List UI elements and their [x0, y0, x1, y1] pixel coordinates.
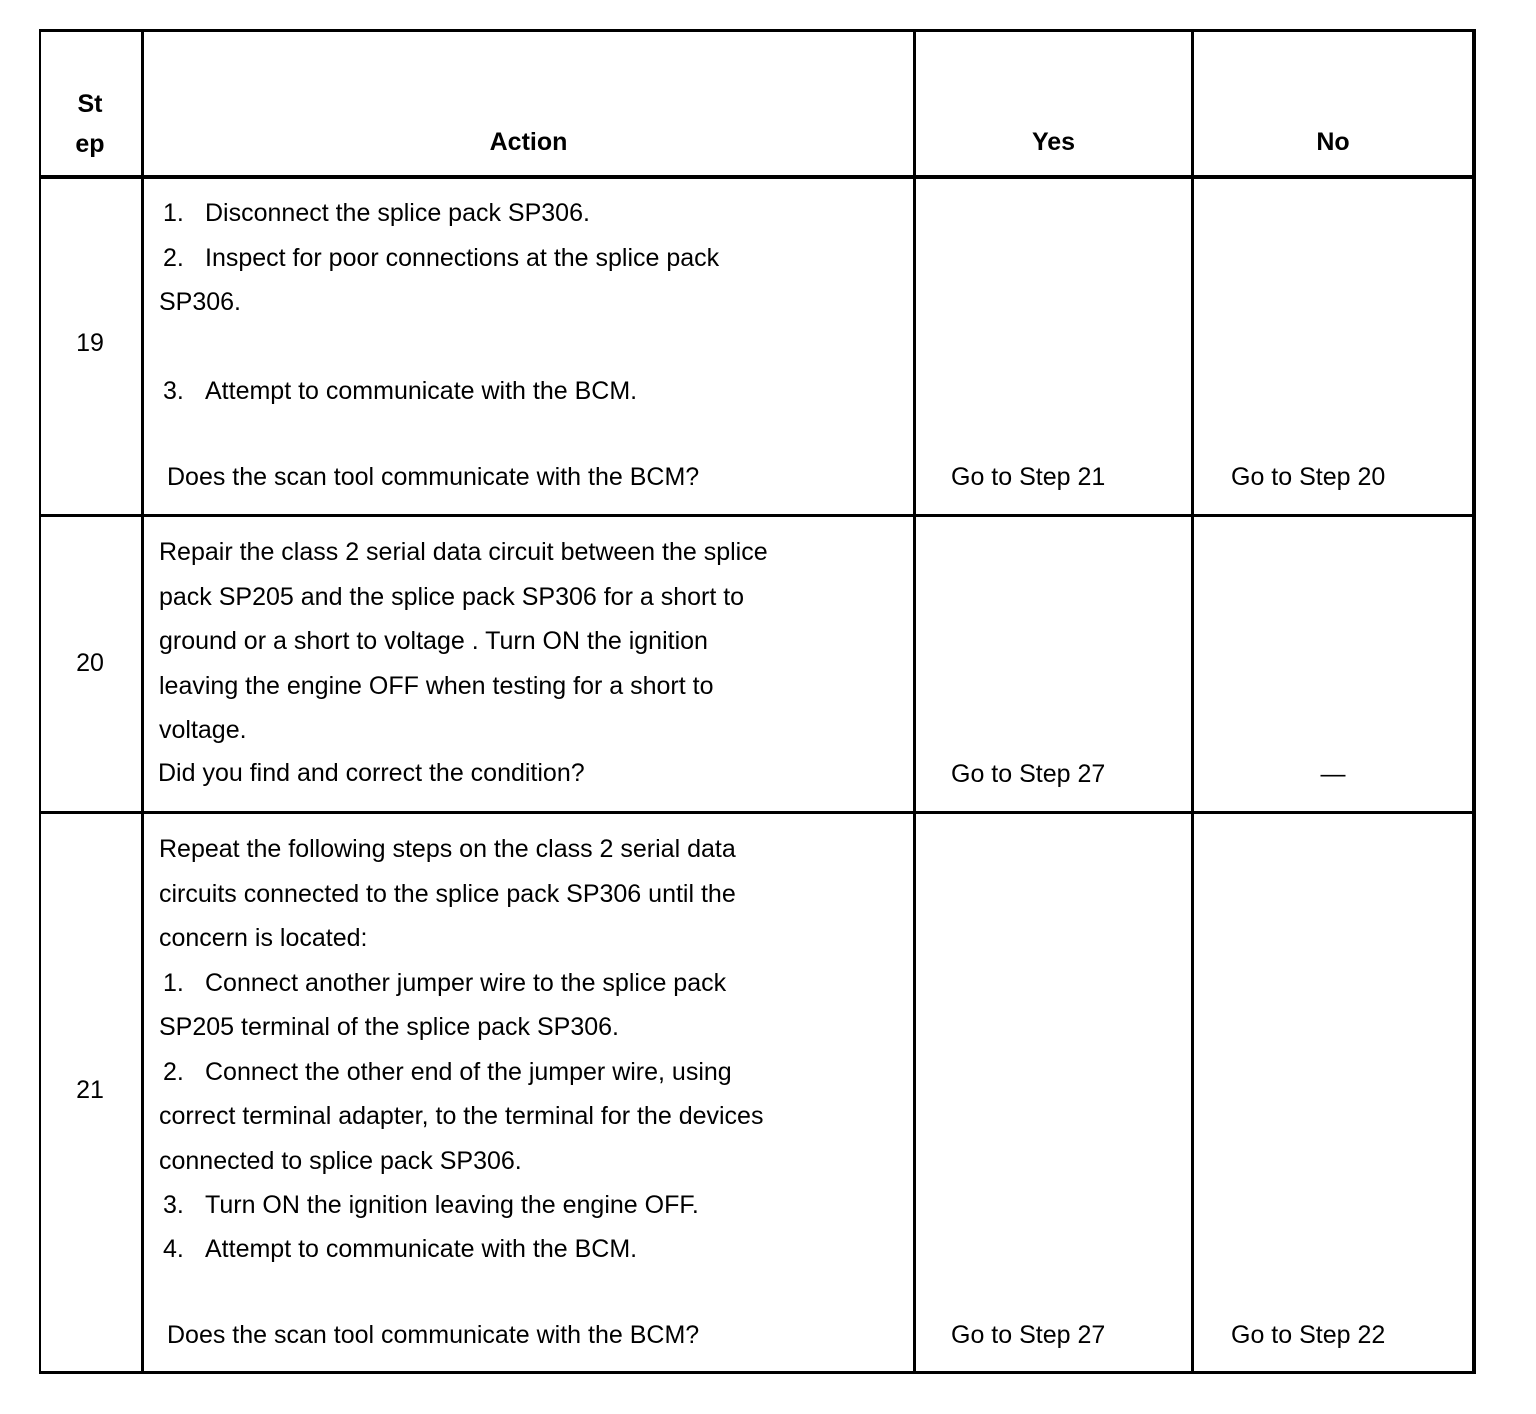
list-item-continuation: SP205 terminal of the splice pack SP306. [159, 1013, 619, 1041]
step-number: 20 [76, 649, 104, 677]
list-item-continuation: correct terminal adapter, to the terminal for the devices [159, 1102, 764, 1130]
list-item-text: Disconnect the splice pack SP306. [205, 199, 590, 227]
no-result: Go to Step 22 [1231, 1321, 1386, 1349]
action-line: Repair the class 2 serial data circuit between the splice [159, 538, 768, 566]
table-border-left [39, 29, 41, 1374]
list-item-number: 4. [163, 1235, 184, 1263]
step-question: Did you find and correct the condition? [158, 759, 585, 787]
list-item-text: Connect another jumper wire to the splice pack [205, 969, 727, 997]
no-result: Go to Step 20 [1231, 463, 1386, 491]
header-step-line1: St [77, 90, 103, 118]
row-divider-19 [39, 514, 1476, 517]
header-divider [39, 175, 1476, 179]
list-item-number: 2. [163, 244, 184, 272]
list-item-number: 3. [163, 1191, 184, 1219]
list-item-text: Connect the other end of the jumper wire, using [205, 1058, 732, 1086]
header-step-line2: ep [75, 130, 105, 158]
step-question: Does the scan tool communicate with the BCM? [167, 1321, 700, 1349]
list-item [159, 1227, 637, 1272]
list-item-text: Attempt to communicate with the BCM. [205, 1235, 638, 1263]
action-line: ground or a short to voltage . Turn ON the ignition [159, 627, 708, 655]
step-question: Does the scan tool communicate with the BCM? [167, 463, 700, 491]
action-line: voltage. [159, 716, 247, 744]
column-divider-action [913, 29, 916, 1374]
list-item-text: Attempt to communicate with the BCM. [205, 377, 638, 405]
table-border-bottom [39, 1371, 1476, 1374]
header-action: Action [489, 128, 568, 156]
header-no: No [1316, 128, 1350, 156]
list-item-continuation: connected to splice pack SP306. [159, 1147, 522, 1175]
step-number: 19 [76, 329, 104, 357]
yes-result: Go to Step 27 [951, 1321, 1106, 1349]
list-item [159, 191, 590, 236]
header-step [39, 84, 141, 164]
row-divider-20 [39, 811, 1476, 814]
list-item [159, 1050, 732, 1095]
list-item-continuation: SP306. [159, 288, 242, 316]
list-item-text: Inspect for poor connections at the splice pack [205, 244, 720, 272]
list-item-number: 2. [163, 1058, 184, 1086]
list-item [159, 961, 726, 1006]
list-item-number: 1. [163, 199, 184, 227]
action-line: Repeat the following steps on the class 2 serial data [159, 835, 736, 863]
list-item [159, 369, 637, 414]
list-item-number: 3. [163, 377, 184, 405]
step-number: 21 [76, 1076, 104, 1104]
action-line: concern is located: [159, 924, 368, 952]
header-yes: Yes [1031, 128, 1076, 156]
column-divider-step [141, 29, 144, 1374]
action-line: leaving the engine OFF when testing for a short to [159, 672, 714, 700]
list-item [159, 1183, 699, 1228]
yes-result: Go to Step 27 [951, 760, 1106, 788]
yes-result: Go to Step 21 [951, 463, 1106, 491]
no-result: — [1320, 760, 1346, 788]
action-line: circuits connected to the splice pack SP306 until the [159, 880, 736, 908]
table-border-right [1472, 29, 1476, 1374]
list-item-text: Turn ON the ignition leaving the engine OFF. [205, 1191, 699, 1219]
list-item [159, 236, 719, 281]
table-border-top [39, 29, 1476, 32]
column-divider-yes [1191, 29, 1194, 1374]
diagnostic-table [39, 29, 1476, 1374]
list-item-number: 1. [163, 969, 184, 997]
action-line: pack SP205 and the splice pack SP306 for a short to [159, 583, 745, 611]
